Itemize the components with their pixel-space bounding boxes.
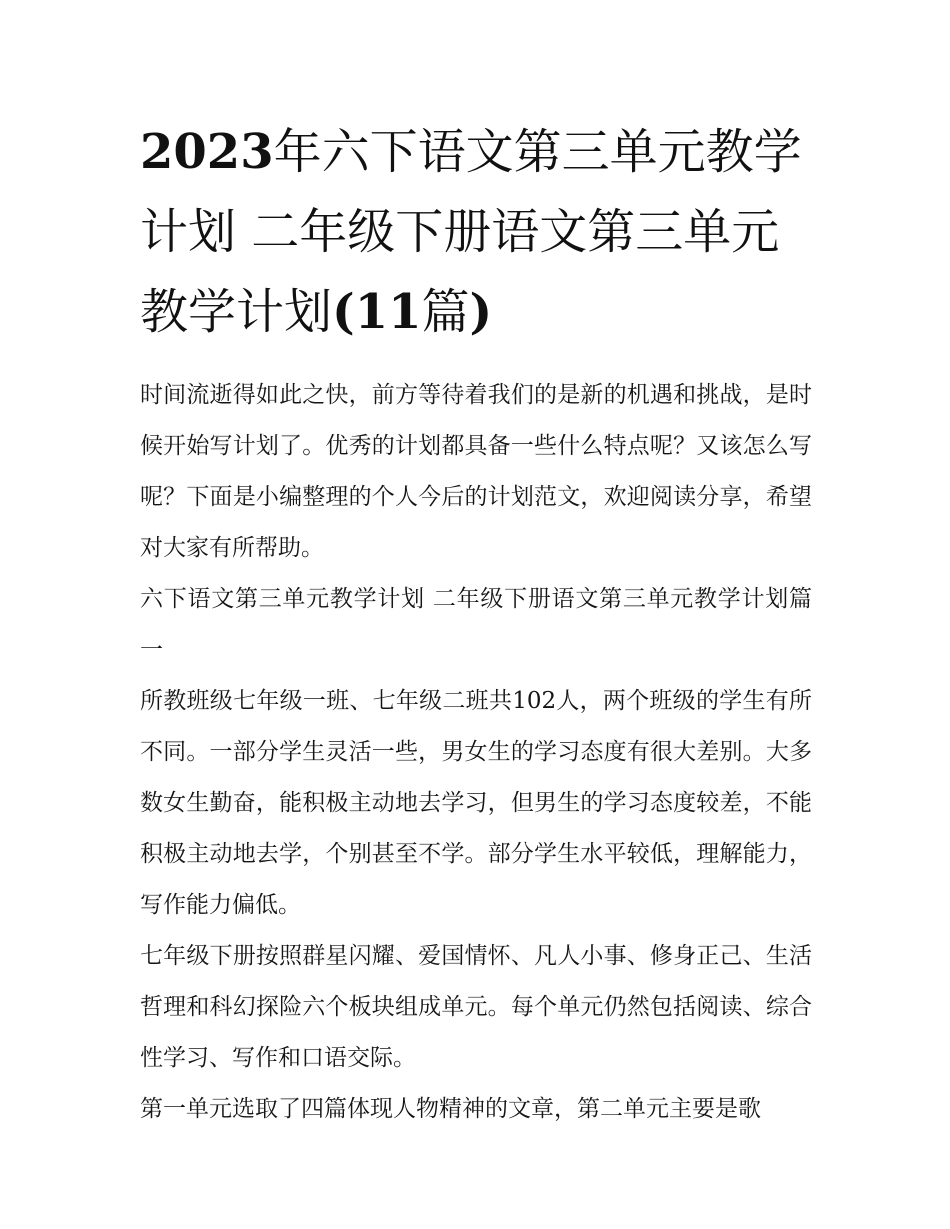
body-paragraph: 第一单元选取了四篇体现人物精神的文章，第二单元主要是歌 — [140, 1096, 761, 1122]
title-close: ) — [469, 284, 493, 340]
title-main: 年六下语文第三单元教学计划 二年级下册语文第三单元教学计划 — [140, 124, 802, 340]
title-count: (11 — [332, 284, 422, 340]
title-year: 2023 — [140, 124, 274, 180]
document-page — [140, 112, 812, 1135]
body-paragraph: 所教班级七年级一班、七年级二班共102人，两个班级的学生有所不同。一部分学生灵活一些，男女生的学习态度有很大差别。大多数女生勤奋，能积极主动地去学习，但男生的学习态度较差，不能积极主动地去学，个别甚至不学。部分学生水平较低，理解能力，写作能力偏低。 — [140, 688, 812, 918]
title-unit: 篇 — [421, 284, 470, 340]
intro-paragraph: 时间流逝得如此之快，前方等待着我们的是新的机遇和挑战，是时候开始写计划了。优秀的计划都具备一些什么特点呢？又该怎么写呢？下面是小编整理的个人今后的计划范文，欢迎阅读分享，希望对大家有所帮助。 — [140, 382, 812, 561]
document-title — [140, 112, 812, 352]
body-paragraph: 七年级下册按照群星闪耀、爱国情怀、凡人小事、修身正己、生活哲理和科幻探险六个板块组成单元。每个单元仍然包括阅读、综合性学习、写作和口语交际。 — [140, 943, 812, 1071]
section-heading: 六下语文第三单元教学计划 二年级下册语文第三单元教学计划篇一 — [140, 586, 812, 663]
